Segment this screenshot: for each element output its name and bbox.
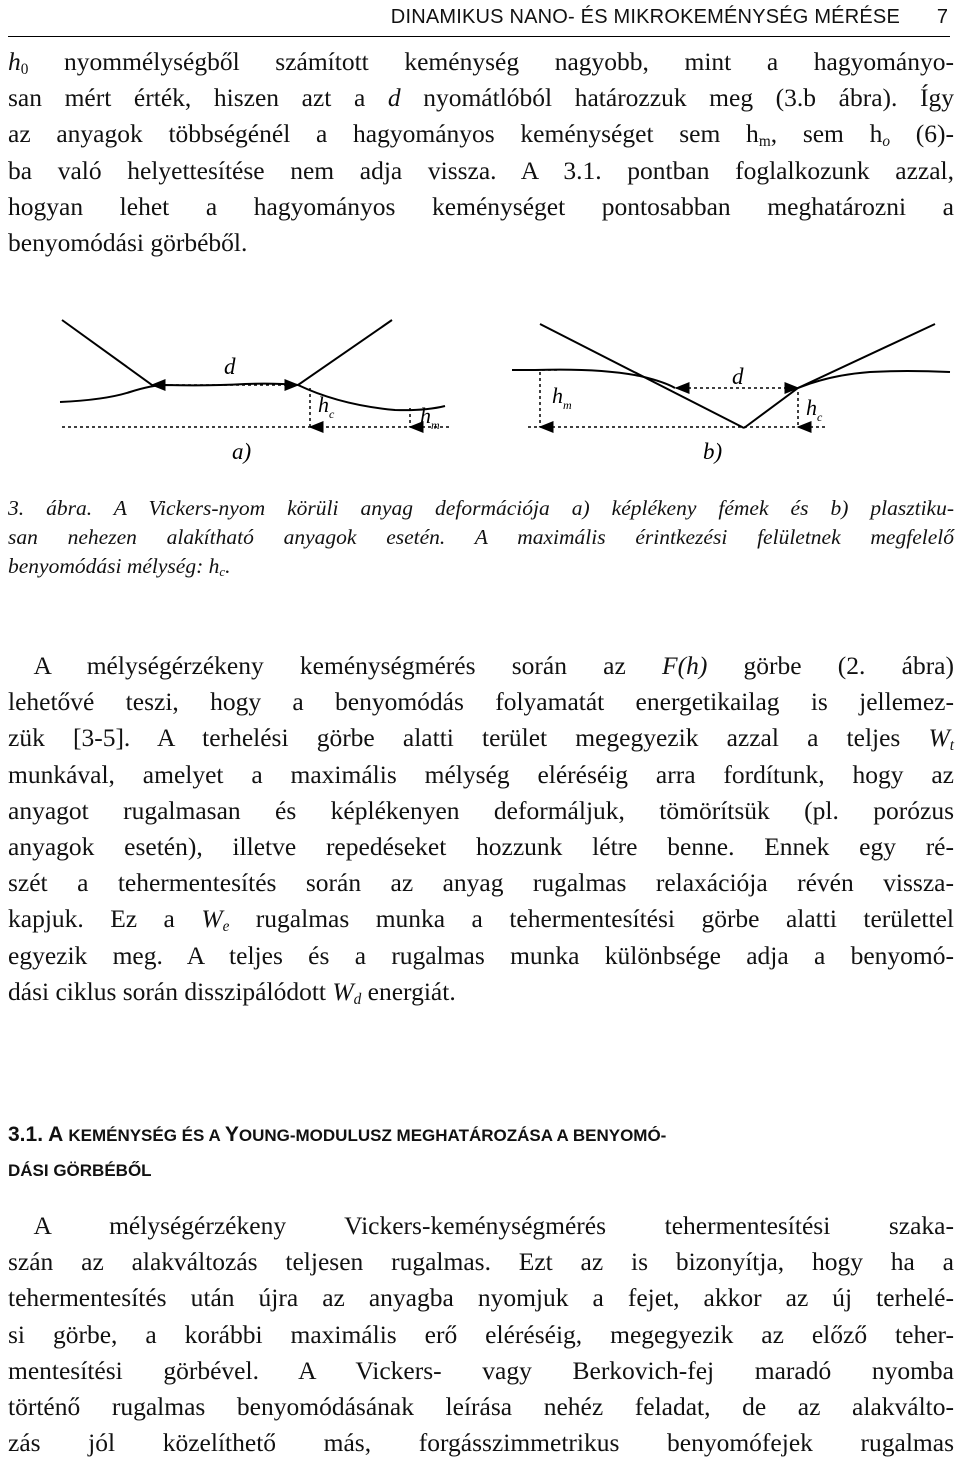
p2-line-7: szét a tehermentesítés során az anyag rugalmas relaxációja révén vissza- — [8, 868, 954, 898]
panel-b — [512, 324, 950, 464]
header-rule — [8, 36, 950, 37]
caption-line-3: benyomódási mélység: $h_c$. — [8, 554, 231, 580]
p3-line-4: si görbe, a korábbi maximális erő eléréséig, megegyezik az előző teher- — [8, 1319, 954, 1349]
paragraph-1 — [8, 44, 954, 261]
surface-left-flat-b — [512, 370, 675, 388]
p1-line-2: san mért érték, hiszen azt a d nyomátlóból határozzuk meg (3.b ábra). Így — [8, 83, 954, 113]
p1-line-5: hogyan lehet a hagyományos keménységet pontosabban meghatározni a — [8, 191, 954, 221]
p3-line-7: zás jól közelíthető más, forgásszimmetrikus benyomófejek rugalmas — [8, 1428, 954, 1458]
paragraph-3 — [8, 1208, 954, 1461]
p2-line-2: lehetővé teszi, hogy a benyomódás folyamatát energetikailag is jellemez- — [8, 687, 954, 717]
header-title: DINAMIKUS NANO- ÉS MIKROKEMÉNYSÉG MÉRÉSE — [390, 6, 900, 28]
p2-line-5: anyagot rugalmasan és képlékenyen deformáljuk, tömörítsük (pl. porózus — [8, 795, 954, 825]
surface-right-wave-b — [798, 371, 950, 388]
p1-line-6: benyomódási görbéből. — [8, 228, 248, 258]
label-hm-b: $h_m$ — [552, 383, 572, 412]
figure-3-vickers-deformation — [0, 310, 960, 480]
p1-line-3: az anyagok többségénél a hagyományos keménységet sem $h_m$, sem $h_o$ (6)- — [8, 119, 954, 151]
p2-line-6: anyagok esetén), illetve repedéseket hozzunk létre benne. Ennek egy ré- — [8, 832, 954, 862]
p3-line-6: történő rugalmas benyomódásának leírása nehéz feladat, de az alakválto- — [8, 1392, 954, 1422]
surface-left-a — [62, 320, 152, 385]
p2-line-10: dási ciklus során disszipálódott $W_d$ energiát. — [8, 976, 456, 1008]
p2-line-1: A mélységérzékeny keménységmérés során az F(h) görbe (2. ábra) — [33, 651, 954, 680]
panel-label-b: b) — [703, 439, 723, 464]
p1-line-1: $h_0$ nyommélységből számított keménység nagyobb, mint a hagyományo- — [8, 47, 954, 78]
running-header — [0, 4, 950, 32]
section-heading-line-2: DÁSI GÖRBÉBŐL — [8, 1161, 152, 1180]
p3-line-1: A mélységérzékeny Vickers-keménységmérés tehermentesítési szaka- — [33, 1211, 954, 1240]
label-d-a: d — [224, 354, 236, 379]
panel-label-a: a) — [232, 439, 252, 464]
panel-a — [60, 320, 450, 464]
label-hc-b: $h_c$ — [806, 395, 823, 424]
label-hc-a: $h_c$ — [318, 392, 335, 421]
surface-right-a — [298, 320, 392, 385]
label-hm-a: $h_m$ — [420, 403, 440, 432]
paragraph-2 — [8, 648, 954, 1010]
p3-line-3: tehermentesítés után újra az anyagba nyomjuk a fejet, akkor az új terhelé- — [8, 1283, 954, 1313]
caption-line-1: 3. ábra. A Vickers-nyom körüli anyag deformációja a) képlékeny fémek és b) plasztiku- — [8, 496, 954, 520]
p2-line-9: egyezik meg. A teljes és a rugalmas munka különbsége adja a benyomó- — [8, 940, 954, 970]
section-heading-line-1: 3.1. A KEMÉNYSÉG ÉS A YOUNG-MODULUSZ MEGHATÁROZÁSA A BENYOMÓ- — [8, 1123, 667, 1146]
page-number: 7 — [936, 6, 948, 28]
p1-line-4: ba való helyettesítése nem adja vissza. A 3.1. pontban foglalkozunk azzal, — [8, 155, 954, 185]
p3-line-2: szán az alakváltozás teljesen rugalmas. Ezt az is bizonyítja, hogy ha a — [8, 1247, 954, 1277]
figure-caption — [8, 494, 954, 581]
section-heading-3-1 — [8, 1118, 954, 1188]
caption-line-2: san nehezen alakítható anyagok esetén. A maximális érintkezési felületnek megfelelő — [8, 525, 954, 549]
label-d-b: d — [732, 364, 744, 389]
p2-line-8: kapjuk. Ez a $W_e$ rugalmas munka a tehermentesítési görbe alatti területtel — [8, 904, 954, 936]
surface-wave-a — [60, 384, 445, 411]
p3-line-5: mentesítési görbével. A Vickers- vagy Berkovich-fej maradó nyomba — [8, 1355, 954, 1385]
p2-line-3: zük [3-5]. A terhelési görbe alatti terület megegyezik azzal a teljes $W_t$ — [8, 723, 954, 755]
p2-line-4: munkával, amelyet a maximális mélység eléréséig arra fordítunk, hogy az — [8, 759, 954, 789]
